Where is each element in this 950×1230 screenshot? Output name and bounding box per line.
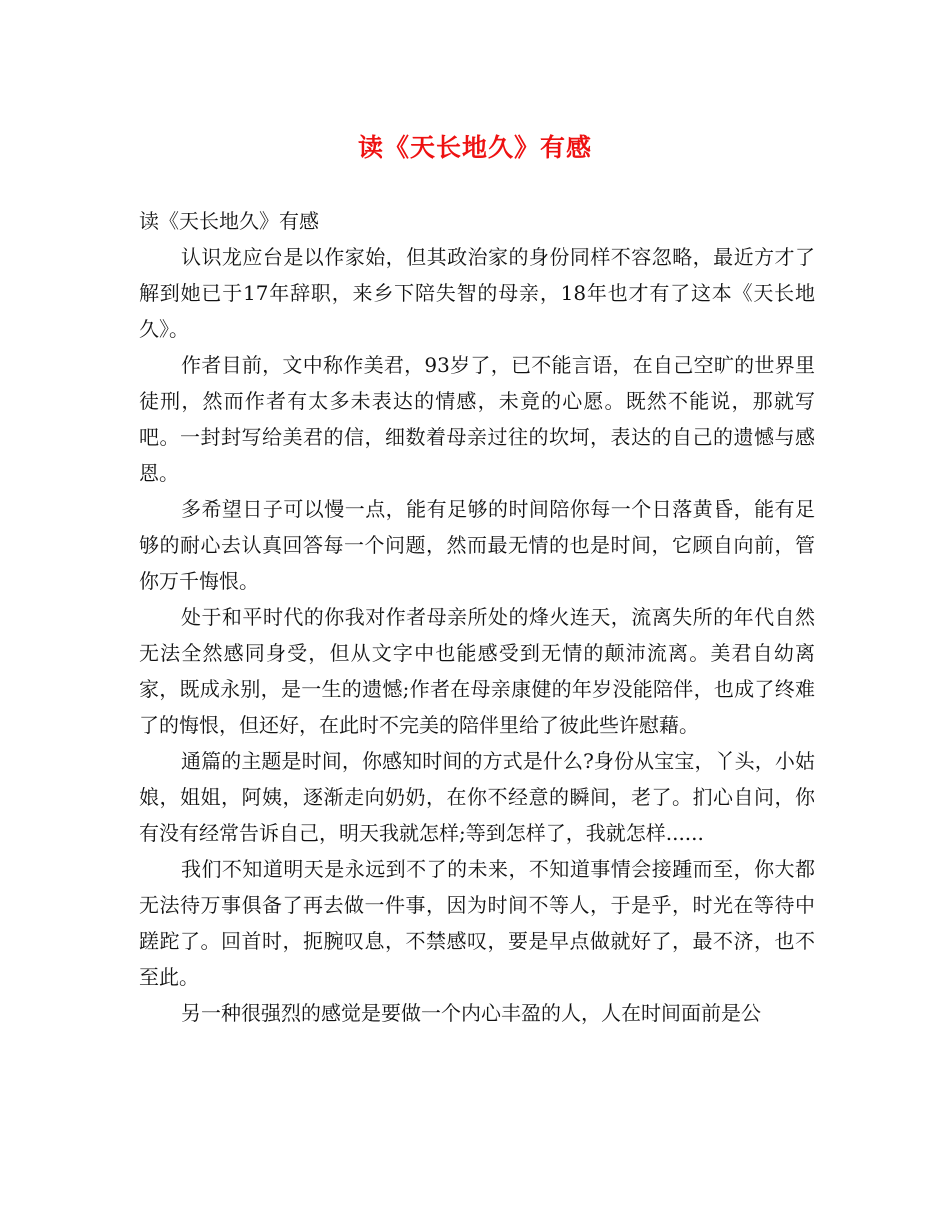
paragraph-7: 另一种很强烈的感觉是要做一个内心丰盈的人，人在时间面前是公	[181, 1001, 761, 1025]
paragraph-3: 多希望日子可以慢一点，能有足够的时间陪你每一个日落黄昏，能有足够的耐心去认真回答每一个问题，然而最无情的也是时间，它顾自向前，管你万千悔恨。	[139, 497, 815, 593]
paragraph-5: 通篇的主题是时间，你感知时间的方式是什么?身份从宝宝，丫头，小姑娘，姐姐，阿姨，逐渐走向奶奶，在你不经意的瞬间，老了。扪心自问，你有没有经常告诉自己，明天我就怎样;等到怎样了，我就怎样......	[139, 749, 815, 845]
paragraph-6: 我们不知道明天是永远到不了的未来，不知道事情会接踵而至，你大都无法待万事俱备了再去做一件事，因为时间不等人，于是乎，时光在等待中蹉跎了。回首时，扼腕叹息，不禁感叹，要是早点做就好了，最不济，也不至此。	[139, 857, 815, 989]
document-subtitle: 读《天长地久》有感	[139, 209, 319, 233]
document-title: 读《天长地久》有感	[357, 133, 592, 162]
document-body	[139, 203, 815, 1031]
paragraph-1: 认识龙应台是以作家始，但其政治家的身份同样不容忽略，最近方才了解到她已于17年辞职，来乡下陪失智的母亲，18年也才有了这本《天长地久》。	[139, 245, 815, 341]
paragraph-2: 作者目前，文中称作美君，93岁了，已不能言语，在自己空旷的世界里徒刑，然而作者有太多未表达的情感，未竟的心愿。既然不能说，那就写吧。一封封写给美君的信，细数着母亲过往的坎坷，表达的自己的遗憾与感恩。	[139, 353, 815, 485]
paragraph-4: 处于和平时代的你我对作者母亲所处的烽火连天，流离失所的年代自然无法全然感同身受，但从文字中也能感受到无情的颠沛流离。美君自幼离家，既成永别，是一生的遗憾;作者在母亲康健的年岁没能陪伴，也成了终难了的悔恨，但还好，在此时不完美的陪伴里给了彼此些许慰藉。	[139, 605, 815, 737]
